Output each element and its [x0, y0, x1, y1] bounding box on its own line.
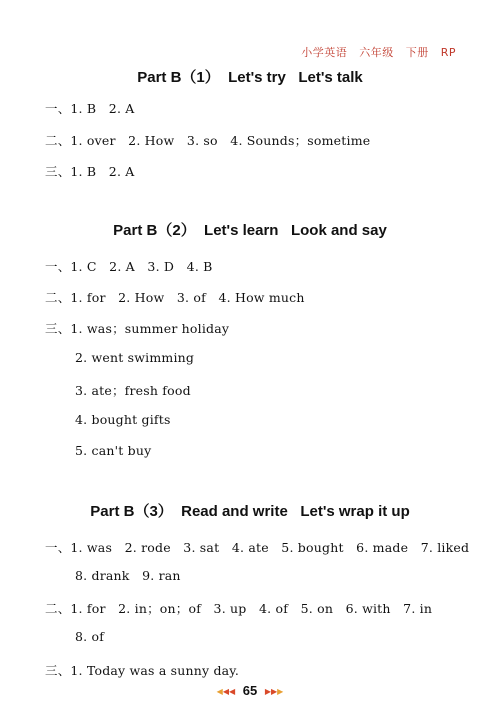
- answer-line: 三、1. was；summer holiday: [45, 321, 230, 336]
- answer-line: 5. can't buy: [75, 443, 152, 458]
- answer-line: 一、1. was 2. rode 3. sat 4. ate 5. bought 6. made 7. liked: [45, 540, 470, 555]
- answer-line: 2. went swimming: [75, 350, 195, 365]
- section-title-part-b3: Part B（3） Read and write Let's wrap it up: [90, 503, 410, 520]
- answer-line: 二、1. for 2. How 3. of 4. How much: [45, 290, 305, 305]
- answer-line: 8. of: [75, 629, 105, 644]
- answer-line: 三、1. Today was a sunny day.: [45, 663, 240, 678]
- page-footer: [0, 683, 500, 698]
- header-grade: 六年级: [359, 46, 394, 59]
- answer-line: 二、1. for 2. in；on；of 3. up 4. of 5. on 6. with 7. in: [45, 601, 433, 616]
- header-subject: 小学英语: [301, 46, 348, 59]
- section-title-part-b2: Part B（2） Let's learn Look and say: [113, 222, 387, 239]
- page-header: [293, 44, 456, 60]
- answer-line: 3. ate；fresh food: [75, 383, 191, 398]
- answer-line: 4. bought gifts: [75, 412, 171, 427]
- answer-line: 二、1. over 2. How 3. so 4. Sounds；sometime: [45, 133, 371, 148]
- answer-line: 三、1. B 2. A: [45, 164, 135, 179]
- header-volume: 下册: [405, 46, 429, 59]
- left-arrows-icon: ◀◀◀: [216, 687, 236, 696]
- header-edition: RP: [440, 46, 456, 59]
- answer-line: 一、1. B 2. A: [45, 101, 135, 116]
- answer-line: 8. drank 9. ran: [75, 568, 181, 583]
- section-title-part-b1: Part B（1） Let's try Let's talk: [137, 69, 363, 86]
- right-arrows-icon: ▶▶▶: [264, 687, 284, 696]
- page-number: 65: [242, 683, 258, 698]
- answer-line: 一、1. C 2. A 3. D 4. B: [45, 259, 213, 274]
